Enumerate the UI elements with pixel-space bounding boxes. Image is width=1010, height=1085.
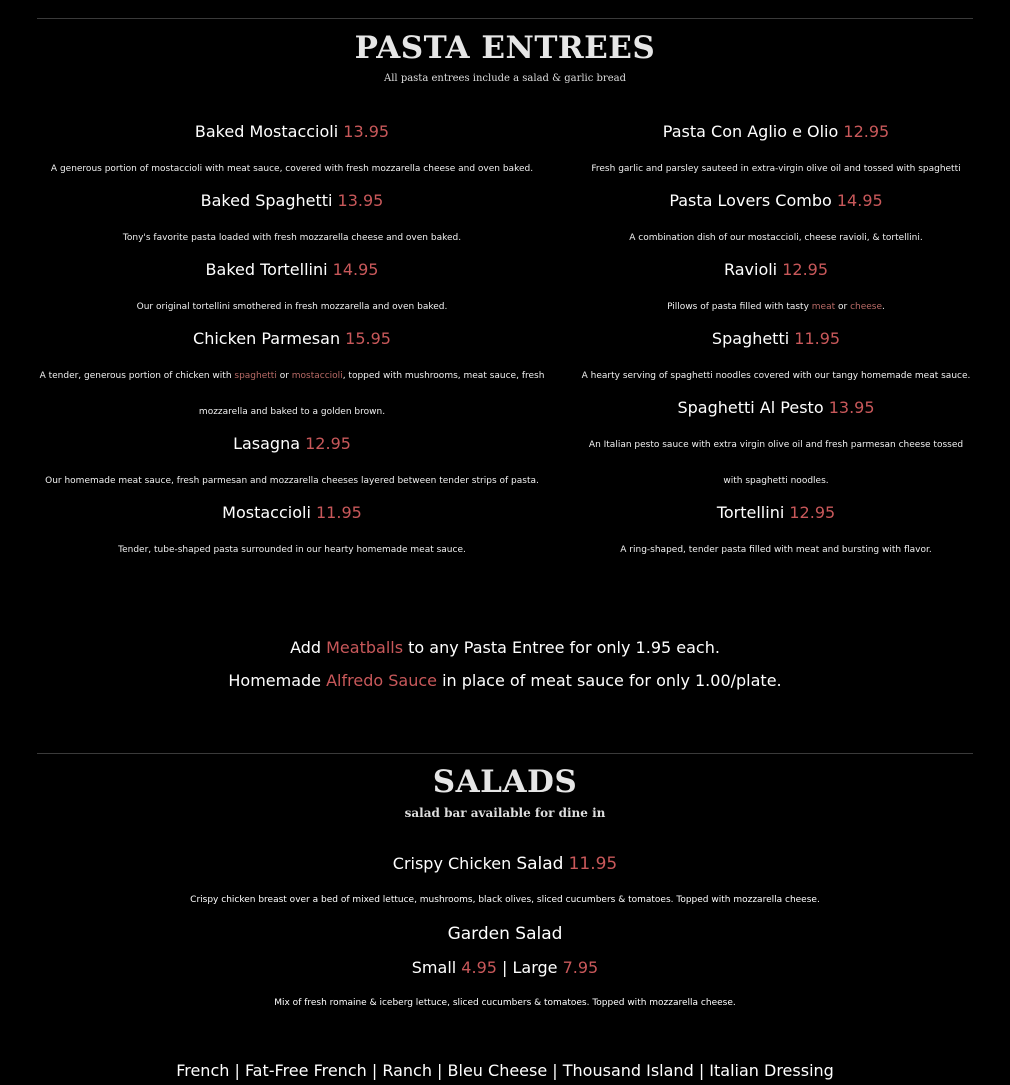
top-divider: [37, 18, 973, 19]
salads-section-subtitle: salad bar available for dine in: [404, 806, 606, 820]
menu-item-desc: A tender, generous portion of chicken with spaghetti or mostaccioli, topped with mushrooms, meat sauce, fresh mozzarella and baked to a golden brown.: [39, 371, 545, 417]
menu-item-price: 11.95: [794, 329, 841, 348]
menu-item-desc: A generous portion of mostaccioli with meat sauce, covered with fresh mozzarella cheese and oven baked.: [50, 164, 534, 174]
menu-item-name: Spaghetti 11.95: [711, 329, 841, 348]
menu-item-desc: Our original tortellini smothered in fresh mozzarella and oven baked.: [136, 302, 448, 312]
menu-item-desc: A combination dish of our mostaccioli, cheese ravioli, & tortellini.: [629, 233, 923, 243]
crispy-chicken-salad-name: Crispy Chicken Salad 11.95: [392, 854, 618, 874]
pasta-section-title: PASTA ENTREES: [354, 30, 656, 66]
pasta-right-column: [580, 118, 972, 568]
menu-item-price: 13.95: [343, 122, 390, 141]
alfredo-sauce-link[interactable]: Alfredo Sauce: [326, 671, 437, 690]
menu-item-name: Baked Spaghetti 13.95: [200, 191, 384, 210]
menu-item-price: 13.95: [337, 191, 384, 210]
menu-item-name: Pasta Lovers Combo 14.95: [669, 191, 883, 210]
salads-section-title: SALADS: [432, 764, 578, 800]
menu-item-price: 12.95: [843, 122, 890, 141]
menu-item-desc: An Italian pesto sauce with extra virgin olive oil and fresh parmesan cheese tossed with spaghetti noodles.: [588, 440, 964, 486]
menu-item-price: 12.95: [305, 434, 351, 453]
crispy-chicken-salad-desc: Crispy chicken breast over a bed of mixed lettuce, mushrooms, black olives, sliced cucumbers & tomatoes. Topped with mozzarella cheese.: [190, 895, 820, 905]
menu-item-name: Spaghetti Al Pesto 13.95: [677, 398, 875, 417]
menu-item-price: 15.95: [345, 329, 391, 348]
menu-item-price: 12.95: [782, 260, 829, 279]
menu-item-desc: A hearty serving of spaghetti noodles covered with our tangy homemade meat sauce.: [581, 371, 971, 381]
menu-item-price: 12.95: [789, 503, 836, 522]
menu-item-desc: Tony's favorite pasta loaded with fresh mozzarella cheese and oven baked.: [122, 233, 462, 243]
meat-link[interactable]: meat: [811, 302, 836, 312]
small-price: 4.95: [461, 958, 497, 977]
menu-item-name: Baked Tortellini 14.95: [205, 260, 379, 279]
menu-item-price: 11.95: [316, 503, 362, 522]
menu-item-name: Chicken Parmesan 15.95: [193, 329, 391, 348]
dressings-list: French | Fat-Free French | Ranch | Bleu Cheese | Thousand Island | Italian Dressing: [176, 1061, 834, 1080]
menu-item-desc: Tender, tube-shaped pasta surrounded in our hearty homemade meat sauce.: [118, 545, 466, 555]
menu-item-name: Pasta Con Aglio e Olio 12.95: [662, 122, 890, 141]
menu-item-name: Baked Mostaccioli 13.95: [194, 122, 390, 141]
garden-salad-desc: Mix of fresh romaine & iceberg lettuce, sliced cucumbers & tomatoes. Topped with mozzarella cheese.: [274, 998, 736, 1008]
menu-item-desc: A ring-shaped, tender pasta filled with meat and bursting with flavor.: [620, 545, 932, 555]
menu-item-price: 13.95: [828, 398, 875, 417]
mostaccioli-link[interactable]: mostaccioli: [291, 371, 343, 381]
menu-item-desc: Pillows of pasta filled with tasty meat or cheese.: [667, 302, 885, 312]
menu-item-desc: Fresh garlic and parsley sauteed in extra-virgin olive oil and tossed with spaghetti: [591, 164, 961, 174]
large-price: 7.95: [562, 958, 599, 977]
pasta-section-subtitle: All pasta entrees include a salad & garlic bread: [384, 73, 626, 84]
menu-item-name: Tortellini 12.95: [716, 503, 836, 522]
spaghetti-link[interactable]: spaghetti: [234, 371, 277, 381]
menu-item-name: Mostaccioli 11.95: [222, 503, 362, 522]
section-divider: [37, 753, 973, 754]
meatballs-link[interactable]: Meatballs: [326, 638, 404, 657]
garden-salad-sizes: Small 4.95 | Large 7.95: [411, 958, 599, 977]
pasta-left-column: [37, 118, 547, 568]
menu-item-desc: Our homemade meat sauce, fresh parmesan and mozzarella cheeses layered between tender strips of pasta.: [45, 476, 539, 486]
menu-item-name: Lasagna 12.95: [233, 434, 351, 453]
menu-item-price: 14.95: [836, 191, 883, 210]
cheese-link[interactable]: cheese: [850, 302, 883, 312]
meatballs-addon-line: Add Meatballs to any Pasta Entree for only 1.95 each.: [290, 638, 720, 657]
garden-salad-name: Garden Salad: [447, 924, 563, 944]
alfredo-addon-line: Homemade Alfredo Sauce in place of meat sauce for only 1.00/plate.: [228, 671, 782, 690]
menu-item-price: 14.95: [332, 260, 379, 279]
menu-item-price: 11.95: [568, 854, 618, 874]
menu-item-name: Ravioli 12.95: [723, 260, 829, 279]
